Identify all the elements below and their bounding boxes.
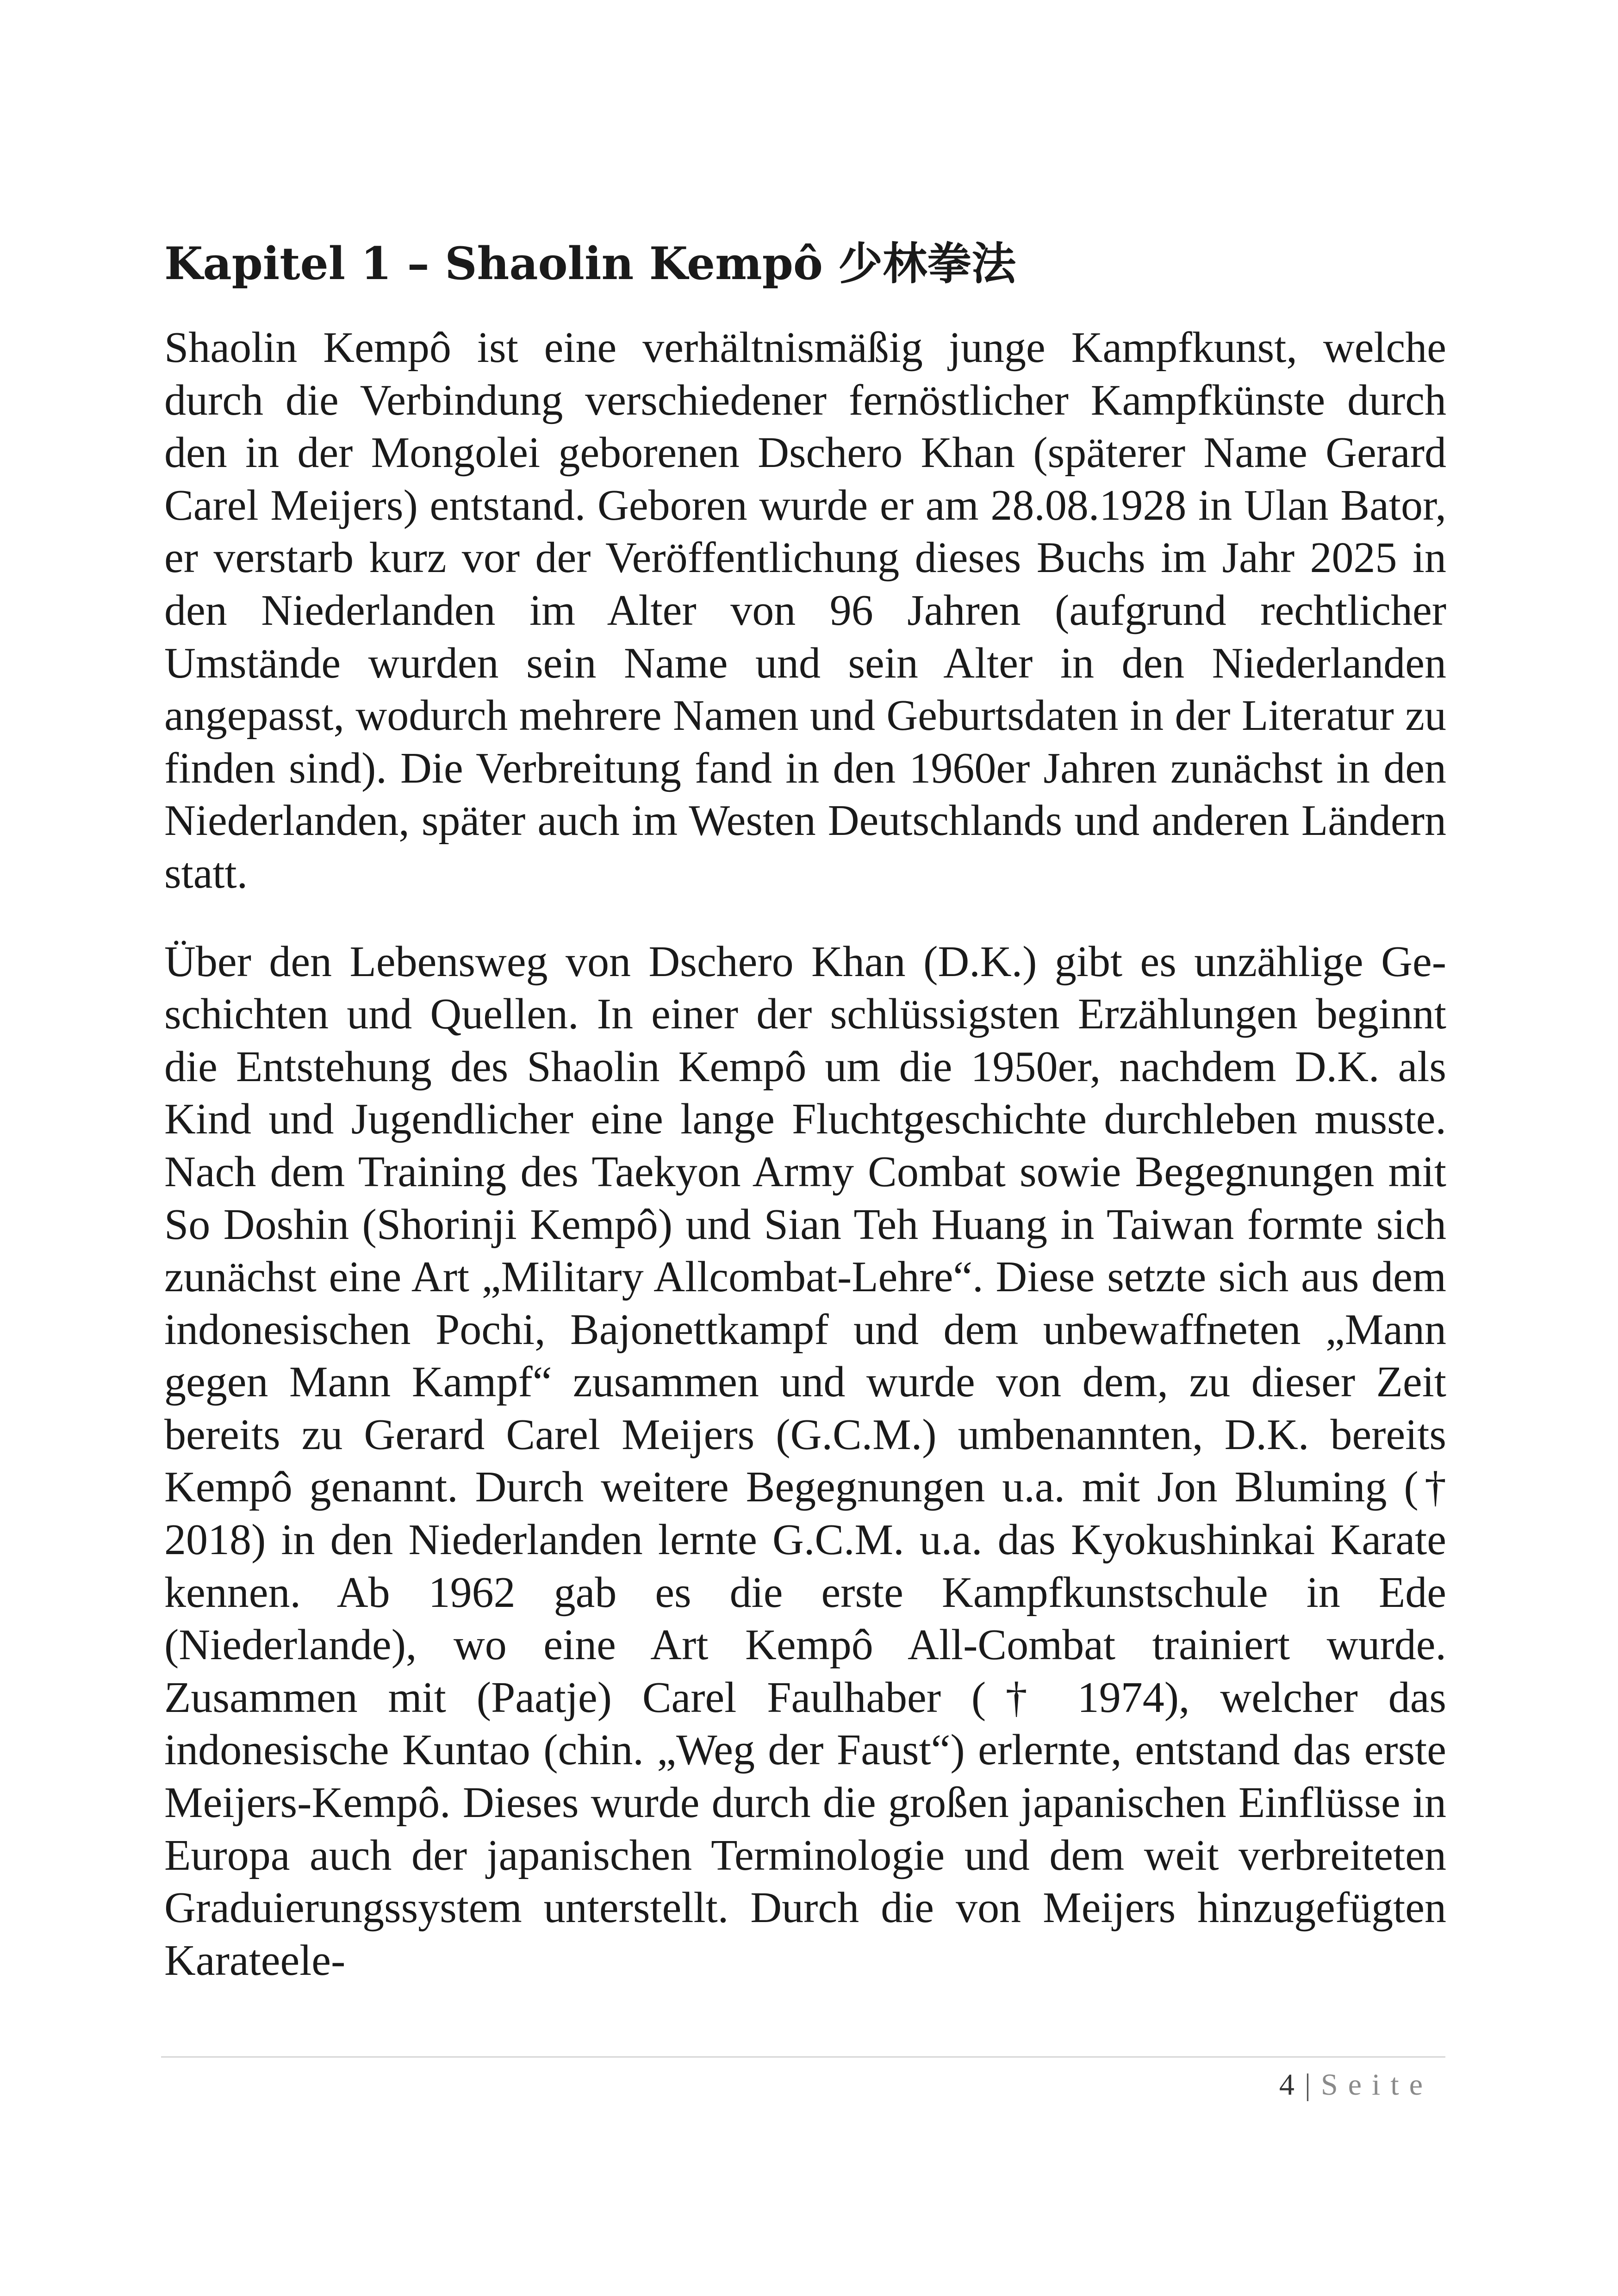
page-footer <box>1279 2064 1433 2106</box>
footer-divider <box>161 2056 1445 2058</box>
paragraph-history: Über den Lebensweg von Dschero Khan (D.K.) gibt es unzählige Geschichten und Quellen. In einer der schlüssigsten Erzählungen beginnt die Entstehung des Shaolin Kempô um die 1950er, nachdem D.K. als Kind und Jugendlicher eine lange Fluchtgeschichte durchleben musste. Nach dem Training des Taekyon Army Combat sowie Begegnungen mit So Doshin (Shorinji Kempô) und Sian Teh Huang in Taiwan formte sich zunächst eine Art „Military Allcombat-Lehre“. Diese setzte sich aus dem indonesischen Pochi, Bajonettkampf und dem unbewaffneten „Mann gegen Mann Kampf“ zusammen und wurde von dem, zu dieser Zeit bereits zu Gerard Carel Meijers (G.C.M.) umbenannten, D.K. bereits Kempô genannt. Durch weitere Begegnungen u.a. mit Jon Bluming († 2018) in den Niederlanden lernte G.C.M. u.a. das Kyokushinkai Karate kennen. Ab 1962 gab es die erste Kampfkunstschule in Ede (Niederlande), wo eine Art Kempô All-Combat trainiert wurde. Zusammen mit (Paatje) Carel Faulhaber († 1974), welcher das indonesische Kuntao (chin. „Weg der Faust“) erlernte, entstand das erste Meijers-Kempô. Dieses wurde durch die großen japanischen Einflüsse in Europa auch der japanischen Terminologie und dem weit verbreiteten Graduierungssystem unterstellt. Durch die von Meijers hinzugefügten Karateele- <box>164 937 1446 1985</box>
page-number: 4 <box>1279 2068 1294 2102</box>
page-label: Seite <box>1321 2068 1433 2102</box>
chapter-heading: Kapitel 1 – Shaolin Kempô 少林拳法 <box>164 237 1016 290</box>
body-text <box>164 322 1446 1987</box>
paragraph-intro: Shaolin Kempô ist eine verhältnismäßig junge Kampfkunst, welche durch die Verbindung verschiedener fernöstlicher Kampfkünste durch den in der Mongolei geborenen Dschero Khan (späterer Name Gerard Carel Meijers) entstand. Geboren wurde er am 28.08.1928 in Ulan Bator, er verstarb kurz vor der Veröffentlichung dieses Buchs im Jahr 2025 in den Niederlanden im Alter von 96 Jahren (aufgrund rechtlicher Umstände wurden sein Name und sein Alter in den Niederlanden angepasst, wodurch mehrere Namen und Geburtsdaten in der Literatur zu finden sind). Die Verbreitung fand in den 1960er Jahren zunächst in den Niederlanden, später auch im Westen Deutschlands und anderen Ländern statt. <box>164 324 1446 897</box>
footer-separator: | <box>1304 2068 1311 2102</box>
